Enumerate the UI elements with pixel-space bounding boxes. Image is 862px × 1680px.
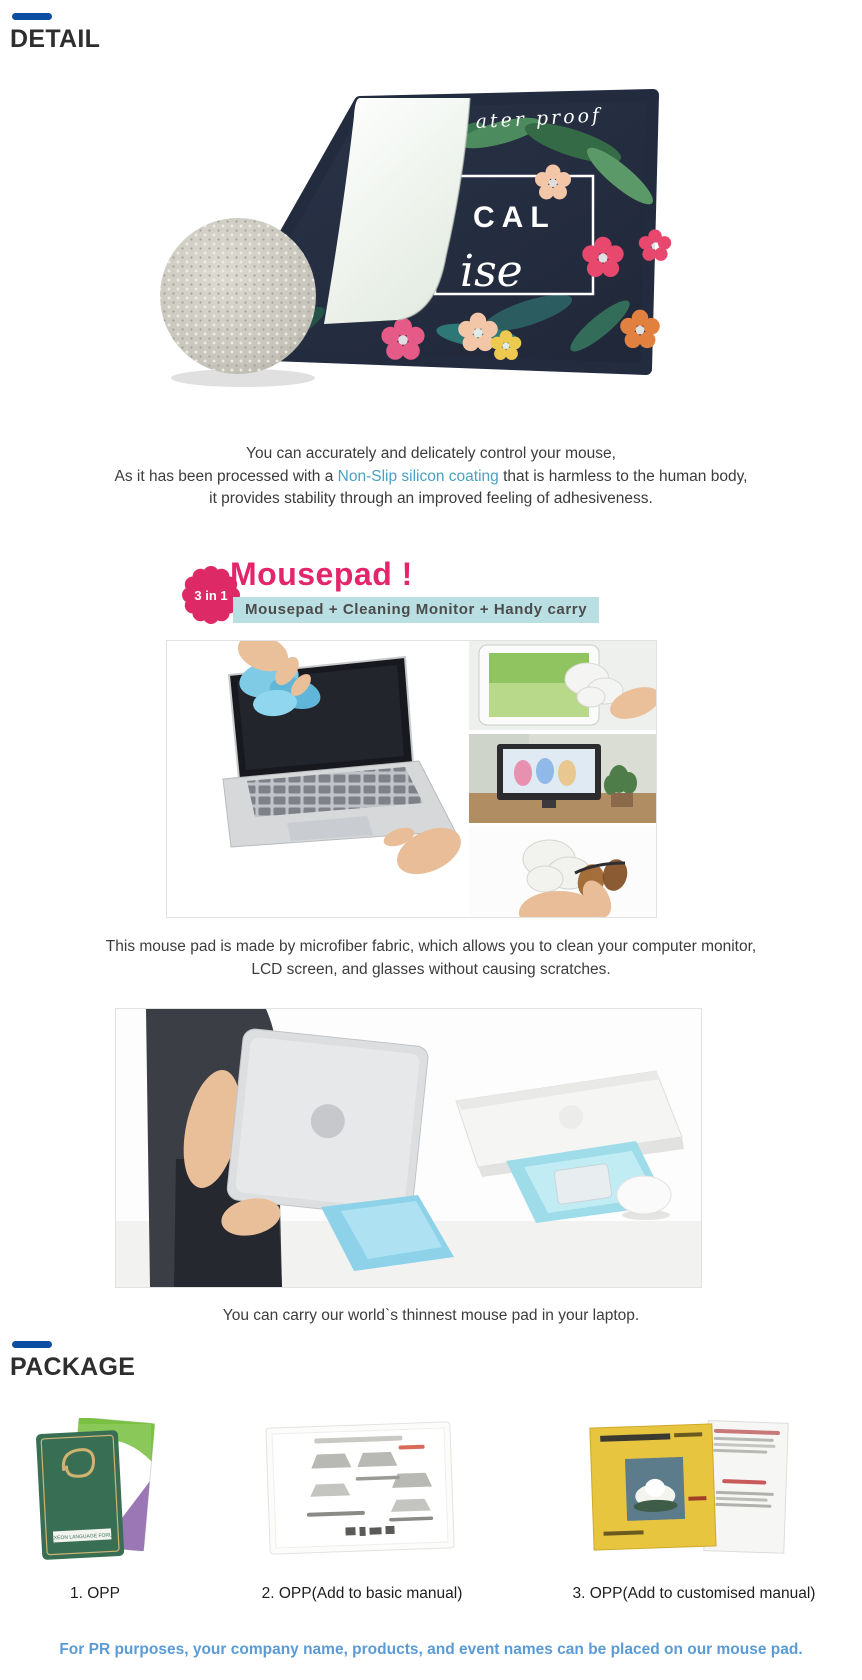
pr-footer-note: For PR purposes, your company name, products, and event names can be placed on our mouse pad. — [59, 1641, 803, 1658]
para1-line2: As it has been processed with a Non-Slip silicon coating that is harmless to the human body, — [114, 467, 748, 485]
monitor-desk-photo — [469, 734, 656, 823]
cleaning-collage-photo — [166, 640, 657, 918]
pad-watermark-text: ater proof — [475, 104, 603, 133]
description-paragraph-2 — [0, 936, 862, 981]
package-label-3: 3. OPP(Add to customised manual) — [572, 1585, 816, 1602]
package-heading: PACKAGE — [10, 1353, 136, 1381]
para1-line3: it provides stability through an improved feeling of adhesiveness. — [209, 490, 653, 507]
carry-illustration — [116, 1009, 701, 1287]
nonslip-highlight-text: Non-Slip silicon coating — [337, 467, 499, 485]
glasses-cleaning-photo — [469, 827, 656, 917]
cleaning-collage-illustration — [167, 641, 656, 917]
para2-line2: LCD screen, and glasses without causing scratches. — [251, 960, 611, 978]
package-photo-opp — [35, 1418, 155, 1563]
pad-frame-text: CAL — [473, 201, 556, 234]
mousepad-illustration — [148, 88, 708, 400]
feature-subtitle: Mousepad + Cleaning Monitor + Handy carry — [233, 597, 599, 623]
package-label-1: 1. OPP — [70, 1585, 120, 1602]
detail-heading: DETAIL — [10, 25, 101, 53]
feature-title: Mousepad ! — [230, 556, 413, 592]
mousepad-hero-photo — [148, 88, 708, 400]
description-paragraph-1 — [0, 443, 862, 511]
package-label-2: 2. OPP(Add to basic manual) — [261, 1585, 463, 1602]
para1-line1: You can accurately and delicately control your mouse, — [246, 445, 616, 462]
carry-photo — [115, 1008, 702, 1288]
para2-line1: This mouse pad is made by microfiber fabric, which allows you to clean your computer monitor, — [105, 938, 757, 955]
pad-script-text: ise — [460, 246, 523, 297]
detail-accent-bar — [12, 13, 52, 20]
carry-caption: You can carry our world`s thinnest mouse pad in your laptop. — [222, 1307, 640, 1324]
opp-bag-text: LEXEON LANGUAGE FORUM — [47, 1532, 118, 1542]
package-photo-basic-manual — [260, 1415, 460, 1563]
tablet-cleaning-photo — [469, 641, 656, 730]
package-accent-bar — [12, 1341, 52, 1348]
badge-label: 3 in 1 — [194, 588, 228, 603]
package-photo-customised-manual — [588, 1418, 793, 1563]
